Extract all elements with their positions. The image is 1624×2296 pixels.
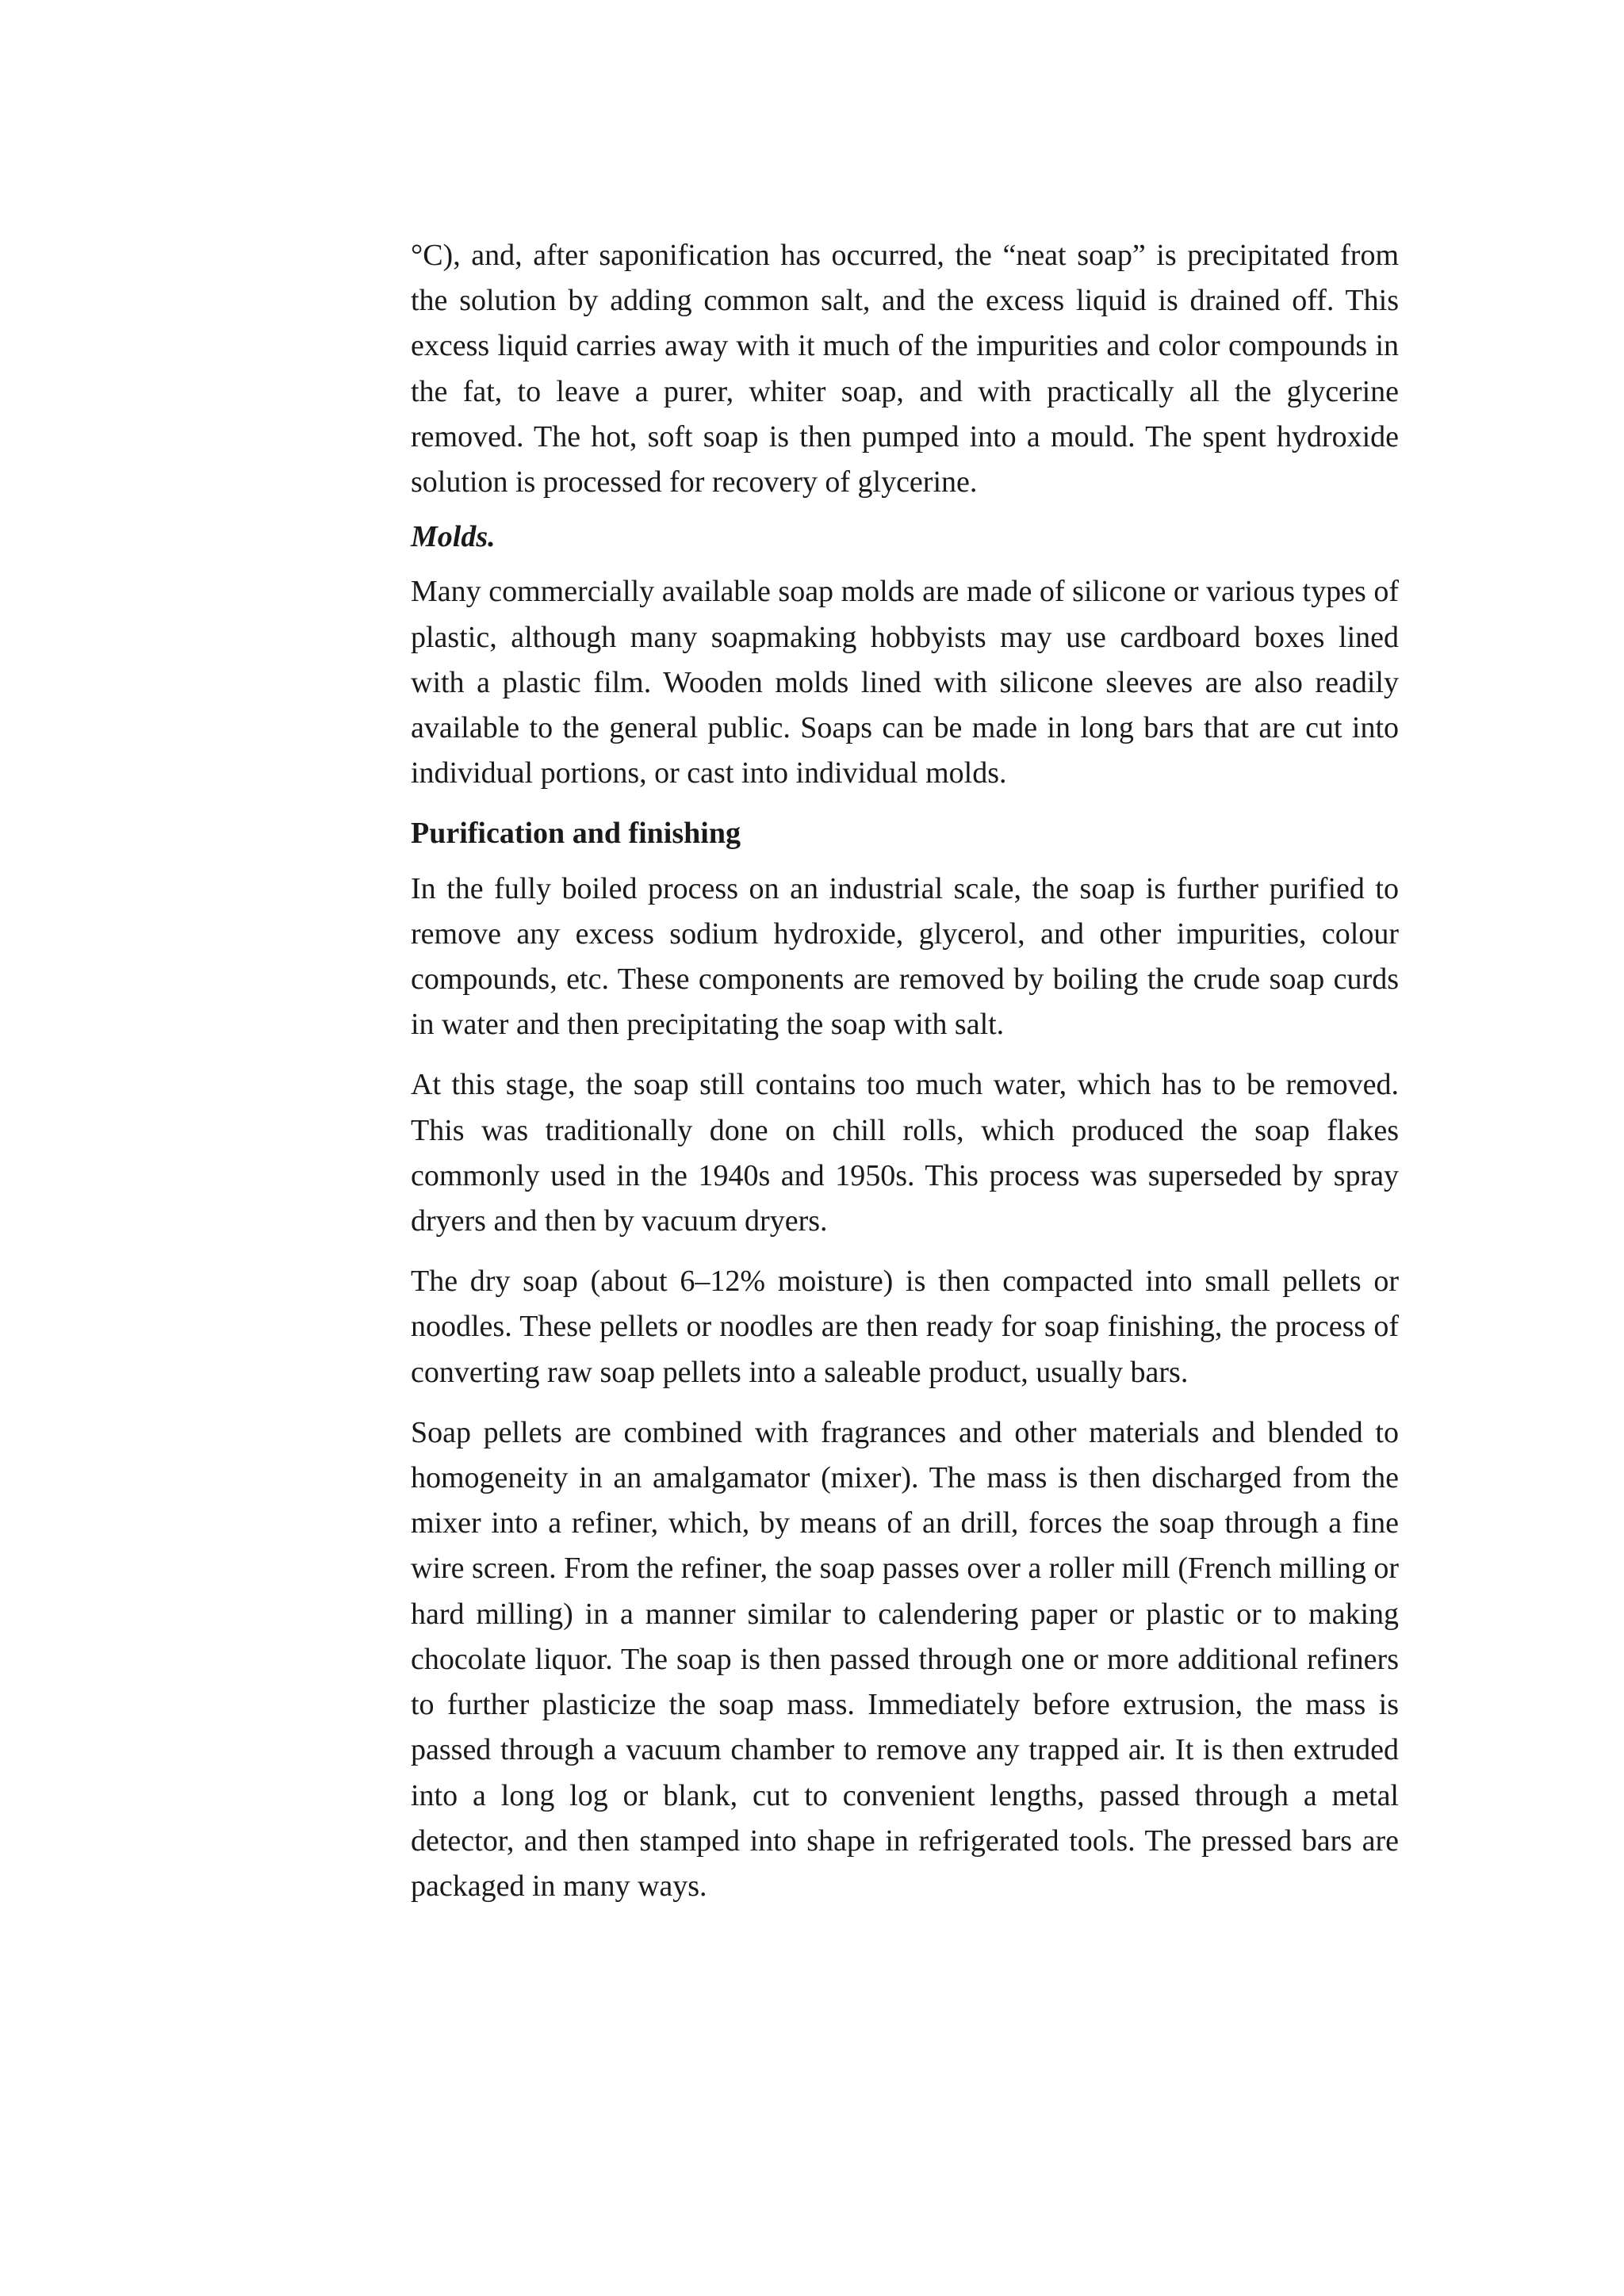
purification-paragraph-2: At this stage, the soap still contains too much water, which has to be removed. This was traditionally done on chill rolls, which produced the soap flakes commonly used in the 1940s and 1950s. This process was superseded by spray dryers and then by vacuum dryers. <box>411 1068 1399 1238</box>
purification-paragraph-4: Soap pellets are combined with fragrances and other materials and blended to homogeneity in an amalgamator (mixer). The mass is then discharged from the mixer into a refiner, which, by means of an drill, forces the soap through a fine wire screen. From the refiner, the soap passes over a roller mill (French milling or hard milling) in a manner similar to calendering paper or plastic or to making chocolate liquor. The soap is then passed through one or more additional refiners to further plasticize the soap mass. Immediately before extrusion, the mass is passed through a vacuum chamber to remove any trapped air. It is then extruded into a long log or blank, cut to convenient lengths, passed through a metal detector, and then stamped into shape in refrigerated tools. The pressed bars are packaged in many ways. <box>411 1415 1399 1903</box>
molds-heading: Molds. <box>411 520 496 554</box>
document-page <box>411 233 1399 1924</box>
intro-paragraph: °C), and, after saponification has occurred, the “neat soap” is precipitated from the solution by adding common salt, and the excess liquid is drained off. This excess liquid carries away with it much of the impurities and color compounds in the fat, to leave a purer, whiter soap, and with practically all the glycerine removed. The hot, soft soap is then pumped into a mould. The spent hydroxide solution is processed for recovery of glycerine. <box>411 239 1399 499</box>
purification-paragraph-1: In the fully boiled process on an industrial scale, the soap is further purified to remove any excess sodium hydroxide, glycerol, and other impurities, colour compounds, etc. These components are removed by boiling the crude soap curds in water and then precipitating the soap with salt. <box>411 871 1399 1042</box>
purification-paragraph-3: The dry soap (about 6–12% moisture) is then compacted into small pellets or noodles. These pellets or noodles are then ready for soap finishing, the process of converting raw soap pellets into a saleable product, usually bars. <box>411 1265 1399 1389</box>
purification-heading: Purification and finishing <box>411 817 741 851</box>
molds-paragraph: Many commercially available soap molds are made of silicone or various types of plastic, although many soapmaking hobbyists may use cardboard boxes lined with a plastic film. Wooden molds lined with silicone sleeves are also readily available to the general public. Soaps can be made in long bars that are cut into individual portions, or cast into individual molds. <box>411 575 1399 790</box>
